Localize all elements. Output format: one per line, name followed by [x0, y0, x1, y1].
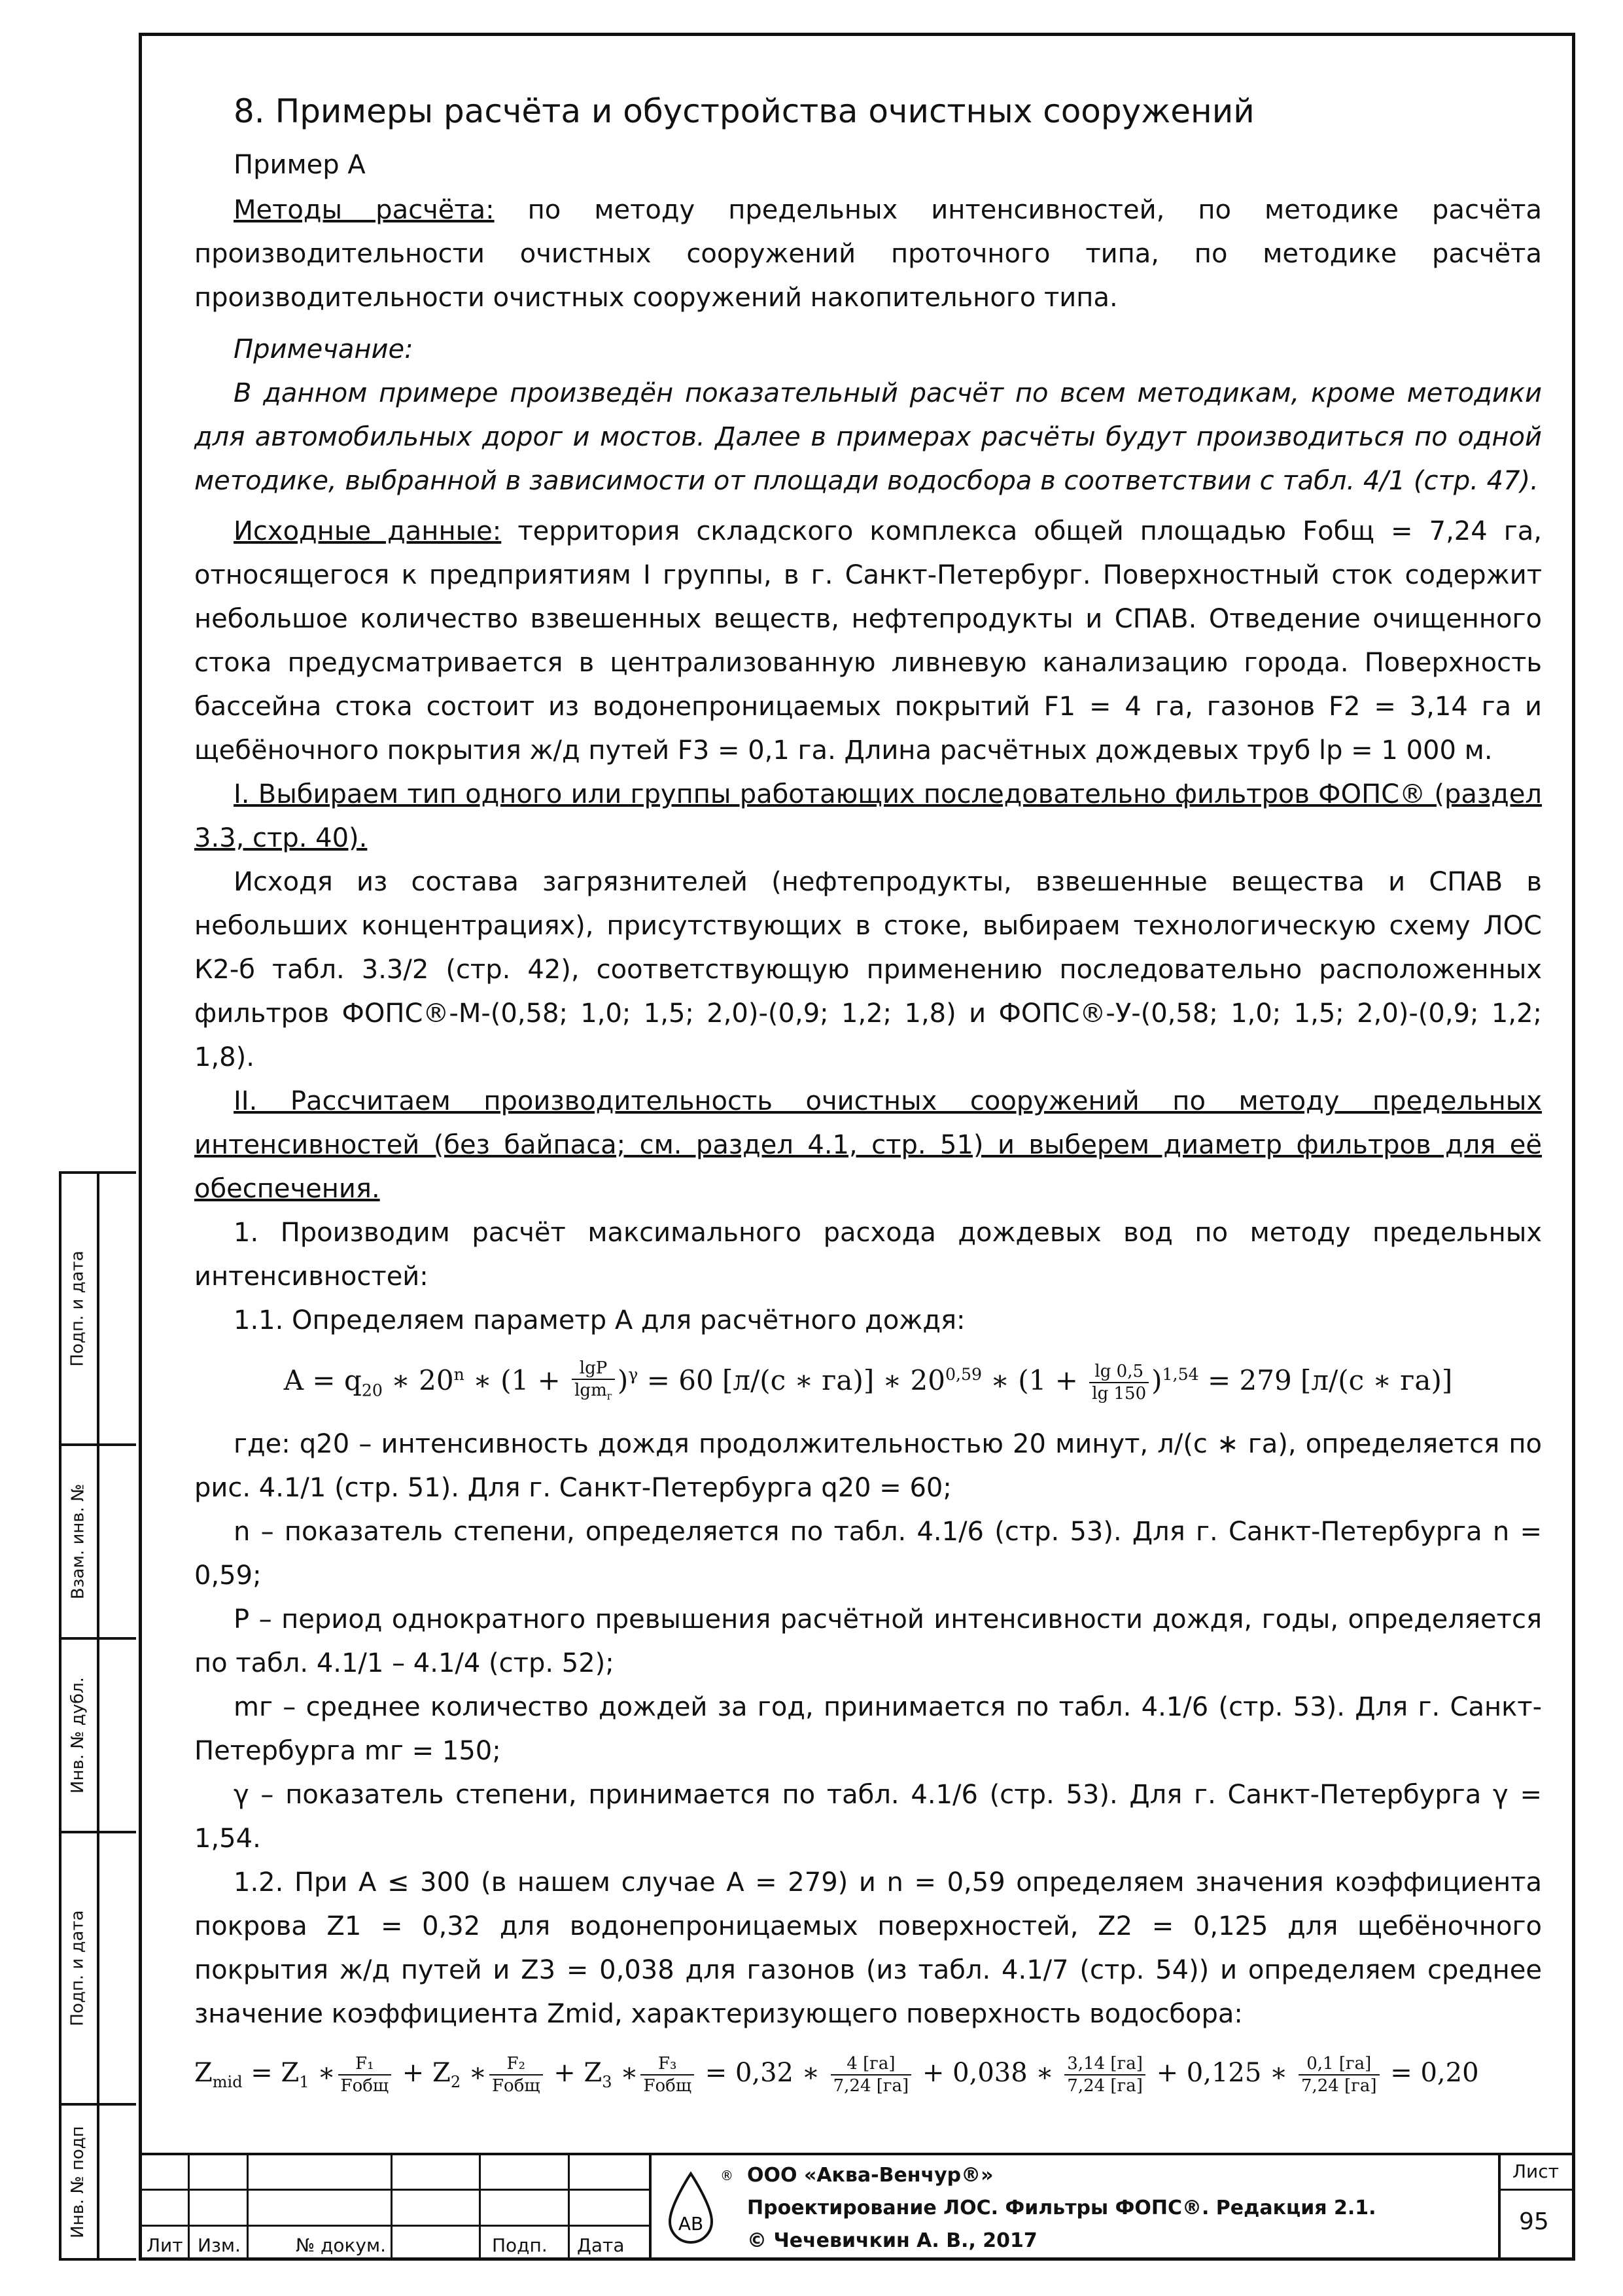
f2-f3n: F₃ [640, 2053, 694, 2075]
f2-s1: 1 [299, 2073, 309, 2092]
side-label-5-text: Инв. № подп [68, 2125, 88, 2238]
f1-close: ) [617, 1364, 629, 1396]
f2-v3: + 0,125 ∗ [1147, 2058, 1296, 2089]
where-m: mг – среднее количество дождей за год, принимается по табл. 4.1/6 (стр. 53). Для г. Санкт-Петербурга mг = 150; [194, 1692, 1542, 1767]
where-n: n – показатель степени, определяется по табл. 4.1/6 (стр. 53). Для г. Санкт-Петербурга n = 0,59; [194, 1517, 1543, 1591]
f1-open2: ∗ (1 + [982, 1364, 1087, 1396]
tb-col-lit: Лит [147, 2234, 183, 2256]
f2-lhs: Z [194, 2058, 213, 2089]
f1-mid: ∗ 20 [382, 1364, 454, 1396]
f2-p2: + Z [394, 2058, 451, 2089]
side-label-5 [59, 2103, 97, 2261]
methods-paragraph [194, 188, 1542, 320]
initial-data-text: территория складского комплекса общей площадью Fобщ = 7,24 га, относящегося к предприятиям I группы, в г. Санкт-Петербург. Поверхностный сток содержит небольшое количество взвешенных веществ, нефтепродукты и СПАВ. Отведение очищенного стока предусматривается в централизованную ливневую канализацию города. Поверхность бассейна стока состоит из водонепроницаемых покрытий F1 = 4 га, газонов F2 = 3,14 га и щебёночного покрытия ж/д путей F3 = 0,1 га. Длина расчётных дождевых труб lр = 1 000 м. [194, 516, 1542, 766]
tb-col-4 [479, 2153, 481, 2261]
f2-v3n: 0,1 [га] [1299, 2053, 1380, 2075]
logo-reg: ® [720, 2168, 733, 2183]
tb-sheet-number: 95 [1519, 2208, 1549, 2235]
f2-v2: + 0,038 ∗ [914, 2058, 1062, 2089]
where-q20: где: q20 – интенсивность дождя продолжительностью 20 минут, л/(с ∗ га), определяется по рис. 4.1/1 (стр. 51). Для г. Санкт-Петербурга q20 = 60; [194, 1429, 1542, 1504]
methods-label: Методы расчёта: [234, 195, 495, 225]
org-copyright: © Чечевичкин А. В., 2017 [747, 2229, 1038, 2252]
note-label-text: Примечание: [234, 334, 413, 364]
f2-frac3 [640, 2053, 694, 2096]
f2-f3d: Fобщ [643, 2076, 691, 2096]
f1-nsup: n [453, 1365, 464, 1384]
note-label [194, 328, 1542, 372]
f1-close2: ) [1151, 1364, 1162, 1396]
side-label-4-text: Подп. и дата [68, 1910, 88, 2026]
tb-col-izm: Изм. [198, 2234, 241, 2256]
f1-eq1: = 60 [л/(с ∗ га)] ∗ 20 [638, 1364, 945, 1396]
section-heading: 8. Примеры расчёта и обустройства очистных сооружений [234, 92, 1255, 130]
f2-v1: = 0,32 ∗ [697, 2058, 828, 2089]
step1-text: 1. Производим расчёт максимального расхода дождевых вод по методу предельных интенсивностей: [194, 1218, 1542, 1292]
f1-qsub: 20 [361, 1381, 383, 1400]
f1-frac2-num: lg 0,5 [1089, 1361, 1149, 1383]
formula-zmid: $Z_{mid} = Z_1$ ∗ $\frac{\text{F₁}}{\text{Fобщ}}$ + $Z_2$ ∗ $\frac{\text{F₂}}{\text{Fобщ}}$ + $Z_3$ ∗ $\frac{\text{F₃}}{\text{Fобщ}}$ = 0,32 ∗ $\frac{4 [га]}{7,24 [га]}$ + 0,038 ∗ $\frac{3,14 [га]}{7,24 [га]}$ + 0,125 ∗ $\frac{0,1 [га]}{7,24 [га]}$ = 0,20 [194, 2054, 1479, 2096]
step11-text: 1.1. Определяем параметр А для расчётного дождя: [234, 1305, 966, 1335]
f2-v2n: 3,14 [га] [1064, 2053, 1145, 2075]
section2-title: II. Рассчитаем производительность очистных сооружений по методу предельных интенсивностей (без байпаса; см. раздел 4.1, стр. 51) и выберем диаметр фильтров для её обеспечения. [194, 1086, 1542, 1204]
side-label-3-text: Инв. № дубл. [68, 1677, 88, 1793]
side-label-4 [59, 1831, 97, 2106]
initial-data-label: Исходные данные: [234, 516, 502, 546]
f1-gamma: γ [628, 1365, 638, 1384]
step12-text: 1.2. При A ≤ 300 (в нашем случае А = 279) и n = 0,59 определяем значения коэффициента покрова Z1 = 0,32 для водонепроницаемых поверхностей, Z2 = 0,125 для щебёночного покрытия ж/д путей и Z3 = 0,038 для газонов (из табл. 4.1/7 (стр. 54)) и определяем среднее значение коэффициента Zmid, характеризующего поверхность водосбора: [194, 1867, 1542, 2030]
tb-col-5 [568, 2153, 570, 2261]
f1-lhs: A = q [283, 1364, 362, 1396]
formula-a [194, 1345, 1542, 1420]
tb-sheet-label: Лист [1512, 2161, 1559, 2182]
f1-frac-num: lgP [572, 1358, 615, 1380]
where-gamma: γ – показатель степени, принимается по табл. 4.1/6 (стр. 53). Для г. Санкт-Петербурга γ = 1,54. [194, 1780, 1542, 1854]
tb-col-2 [247, 2153, 249, 2261]
f2-p3: + Z [545, 2058, 602, 2089]
company-logo [665, 2166, 737, 2251]
tb-col-date: Дата [577, 2234, 625, 2256]
tb-sheet-line [1498, 2189, 1575, 2191]
f2-v1d: 7,24 [га] [833, 2076, 909, 2096]
tb-col-6 [649, 2153, 652, 2261]
tb-col-1 [188, 2153, 190, 2261]
org-project: Проектирование ЛОС. Фильтры ФОПС®. Редакция 2.1. [747, 2197, 1376, 2219]
org-name: ООО «Аква-Венчур®» [747, 2164, 994, 2187]
f2-vfrac3 [1299, 2053, 1380, 2096]
tb-row-line-1 [139, 2189, 649, 2191]
f1-exp154: 1,54 [1162, 1365, 1199, 1384]
organization-info [747, 2159, 1376, 2257]
f2-f1n: F₁ [338, 2053, 392, 2075]
section1-title: I. Выбираем тип одного или группы работающих последовательно фильтров ФОПС® (раздел 3.3, стр. 40). [194, 779, 1542, 853]
f2-frac2 [489, 2053, 543, 2096]
side-label-2 [59, 1443, 97, 1640]
f2-s3: 3 [602, 2073, 612, 2092]
example-title: Пример А [234, 150, 366, 180]
f1-frac [572, 1358, 615, 1407]
f1-exp059: 0,59 [945, 1365, 983, 1384]
f1-frac2 [1089, 1361, 1149, 1404]
f1-result: = 279 [л/(с ∗ га)] [1198, 1364, 1453, 1396]
f2-res: = 0,20 [1382, 2058, 1479, 2089]
logo-text: АВ [678, 2213, 704, 2234]
f2-v2d: 7,24 [га] [1067, 2076, 1143, 2096]
f1-frac-den [572, 1380, 615, 1407]
methods-text: по методу предельных интенсивностей, по методике расчёта производительности очистных сооружений проточного типа, по методике расчёта производительности очистных сооружений накопительного типа. [194, 195, 1542, 313]
f1-frac-den-sub: г [606, 1390, 612, 1403]
where-p: Р – период однократного превышения расчётной интенсивности дождя, годы, определяется по табл. 4.1/1 – 4.1/4 (стр. 52); [194, 1604, 1542, 1679]
side-label-1-text: Подп. и дата [68, 1250, 88, 1367]
f1-open: ∗ (1 + [464, 1364, 570, 1396]
tb-col-3 [391, 2153, 393, 2261]
f2-s2: 2 [450, 2073, 461, 2092]
f2-vfrac1 [831, 2053, 912, 2096]
note-text: В данном примере произведён показательный расчёт по всем методикам, кроме методики для автомобильных дорог и мостов. Далее в примерах расчёты будут производиться по одной методике, выбранной в зависимости от площади водосбора в соответствии с табл. 4/1 (стр. 47). [194, 378, 1542, 496]
tb-top-line [139, 2153, 1575, 2155]
drop-logo-icon [665, 2166, 737, 2251]
initial-data-paragraph [194, 510, 1542, 773]
f2-f2d: Fобщ [492, 2076, 540, 2096]
f2-p1: = Z [242, 2058, 300, 2089]
f2-vfrac2 [1064, 2053, 1145, 2096]
side-label-2-text: Взам. инв. № [68, 1483, 88, 1600]
tb-col-podp: Подп. [492, 2234, 548, 2256]
side-stamp [59, 1171, 139, 2261]
f2-lhs-sub: mid [212, 2073, 243, 2092]
side-label-1 [59, 1171, 97, 1446]
f2-f2n: F₂ [489, 2053, 543, 2075]
tb-col-doc: № докум. [296, 2234, 387, 2256]
section1-text: Исходя из состава загрязнителей (нефтепродукты, взвешенные вещества и СПАВ в небольших концентрациях), присутствующих в стоке, выбираем технологическую схему ЛОС К2-б табл. 3.3/2 (стр. 42), соответствующую применению последовательно расположенных фильтров ФОПС®-М-(0,58; 1,0; 1,5; 2,0)-(0,9; 1,2; 1,8) и ФОПС®-У-(0,58; 1,0; 1,5; 2,0)-(0,9; 1,2; 1,8). [194, 867, 1542, 1072]
f1-frac-den-text: lgm [574, 1381, 607, 1401]
f1-frac2-den: lg 150 [1092, 1384, 1147, 1404]
page-content [194, 85, 1542, 2119]
f2-f1d: Fобщ [340, 2076, 389, 2096]
tb-row-line-2 [139, 2225, 649, 2227]
f2-v3d: 7,24 [га] [1300, 2076, 1377, 2096]
side-label-3 [59, 1637, 97, 1833]
tb-sheet-divider [1498, 2153, 1501, 2261]
f2-v1n: 4 [га] [831, 2053, 912, 2075]
f2-frac1 [338, 2053, 392, 2096]
